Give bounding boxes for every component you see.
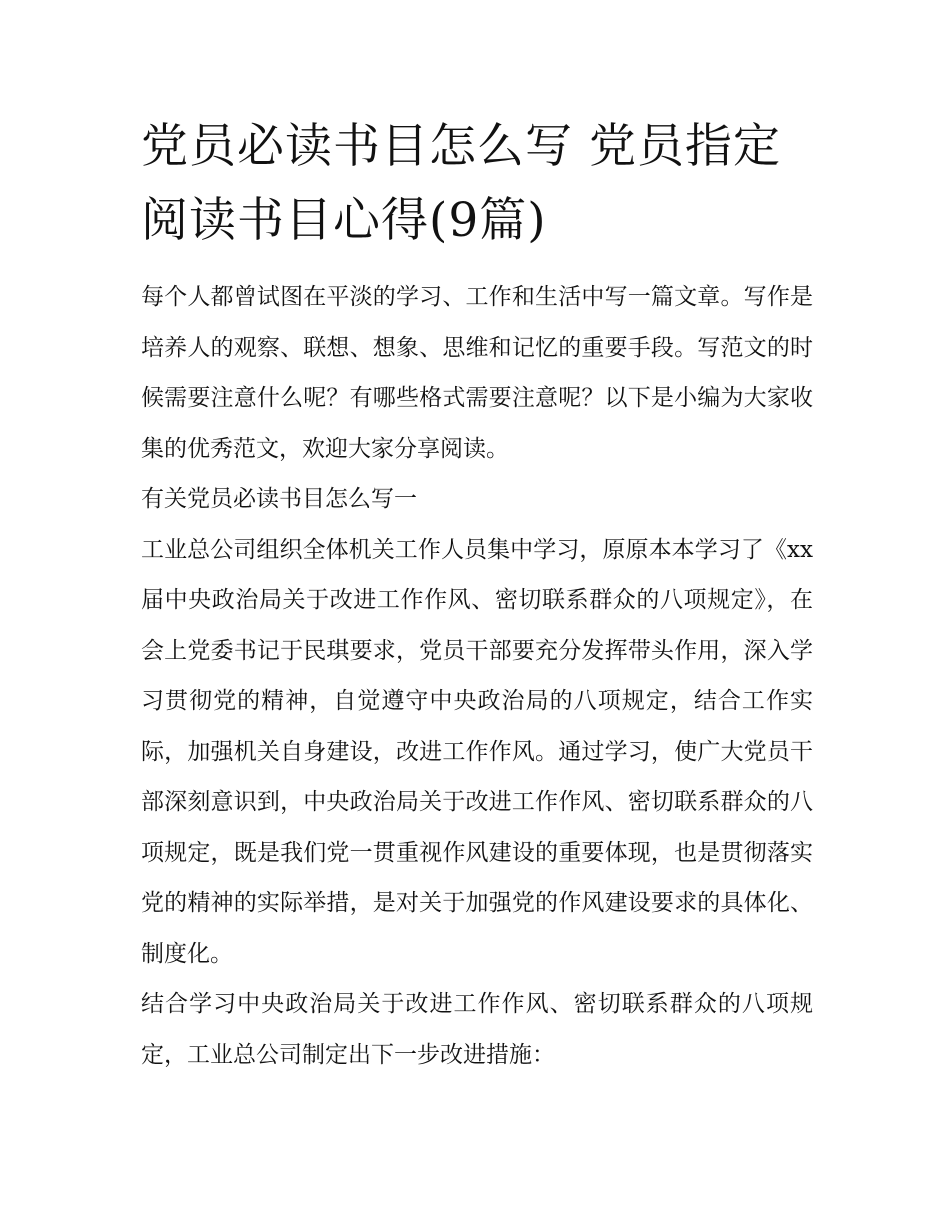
intro-paragraph: 每个人都曾试图在平淡的学习、工作和生活中写一篇文章。写作是培养人的观察、联想、想象、思维和记忆的重要手段。写范文的时候需要注意什么呢？有哪些格式需要注意呢？以下是小编为大家收集的优秀范文，欢迎大家分享阅读。 [141, 284, 813, 462]
body-paragraph-2: 结合学习中央政治局关于改进工作作风、密切联系群众的八项规定，工业总公司制定出下一步改进措施： [141, 991, 813, 1068]
document-title: 党员必读书目怎么写 党员指定阅读书目心得(9篇) [141, 119, 781, 248]
document-body [141, 110, 813, 1080]
body-paragraph-1: 工业总公司组织全体机关工作人员集中学习，原原本本学习了《xx届中央政治局关于改进工作作风、密切联系群众的八项规定》，在会上党委书记于民琪要求，党员干部要充分发挥带头作用，深入学习贯彻党的精神，自觉遵守中央政治局的八项规定，结合工作实际，加强机关自身建设，改进工作作风。通过学习，使广大党员干部深刻意识到，中央政治局关于改进工作作风、密切联系群众的八项规定，既是我们党一贯重视作风建设的重要体现，也是贯彻落实党的精神的实际举措，是对关于加强党的作风建设要求的具体化、制度化。 [141, 536, 813, 967]
section-heading: 有关党员必读书目怎么写一 [141, 486, 417, 512]
